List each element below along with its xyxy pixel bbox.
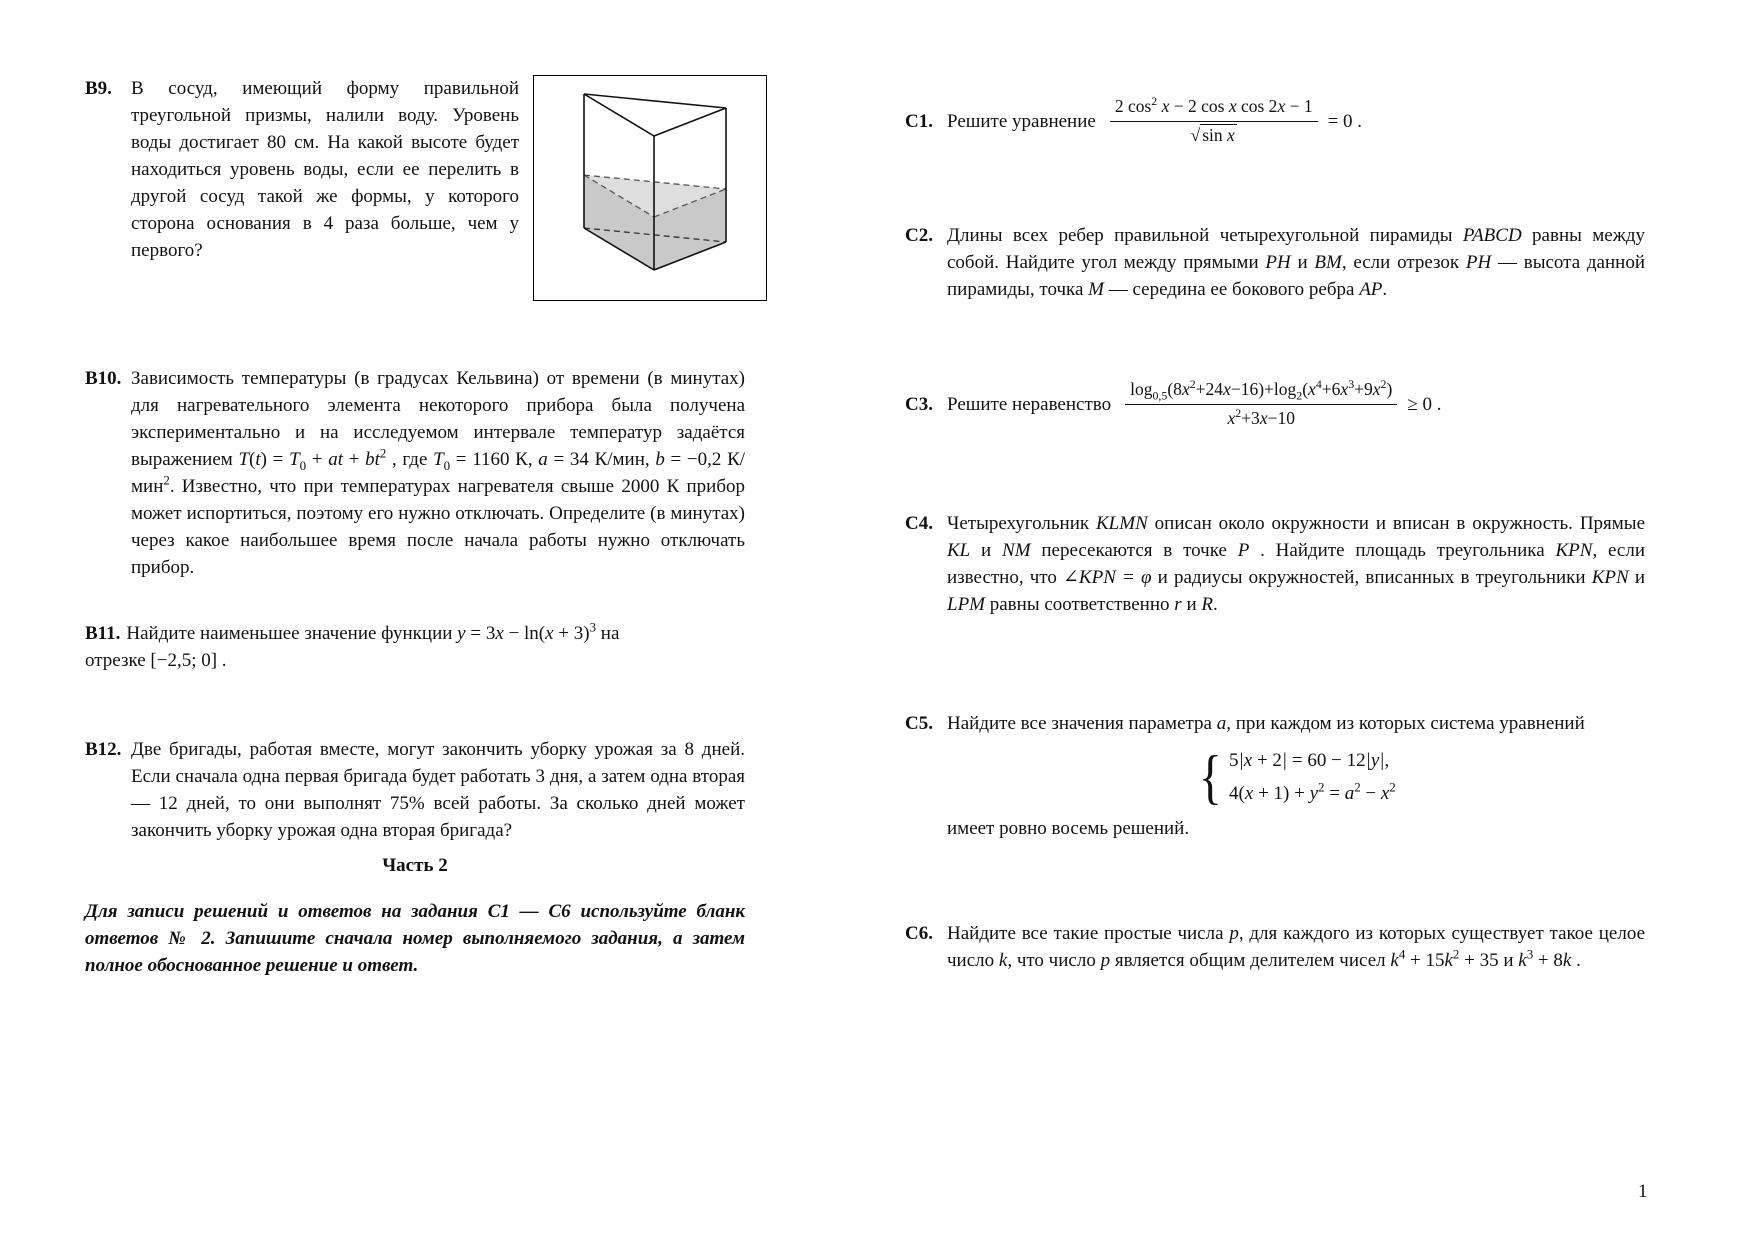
prism-figure <box>534 76 766 300</box>
problem-text: Найдите наименьшее значение функции $y = 3x - \ln(x + 3)^3$ на отрезке [−2,5; 0] . <box>85 619 620 671</box>
top-right-edge <box>654 108 726 136</box>
problem-c6 <box>905 920 1645 974</box>
problem-intro: Решите уравнение <box>947 110 1096 132</box>
problem-label: В10. <box>85 368 122 389</box>
system-equation-2: $4(x + 1) + y^2 = a^2 - x^2$ <box>1229 779 1396 804</box>
problem-label: В12. <box>85 739 122 760</box>
problem-label: С2. <box>905 225 933 246</box>
problem-label: В11. <box>85 623 121 644</box>
problem-c5 <box>905 710 1645 842</box>
sqrt-content: sin x <box>1202 124 1235 145</box>
problem-text: Зависимость температуры (в градусах Кельвина) от времени (в минутах) для нагревательного элемента некоторого прибора была получена экспериментально и на исследуемом интервале температур задаётся выражением $T(t) = T_0$ + at + $bt^2$ , где $T_0 = 1160$ К, a = 34 К/мин, b = −0,2 К/мин$^2$. Известно, что при температурах нагревателя свыше 2000 К прибор может испортиться, поэтому его нужно отключать. Определите (в минутах) через какое наибольшее время после начала работы нужно отключать прибор. <box>131 368 746 578</box>
problem-text: Две бригады, работая вместе, могут закончить уборку урожая за 8 дней. Если сначала одна первая бригада будет работать 3 дня, а затем одна вторая — 12 дней, то они выполнят 75% всей работы. За сколько дней может закончить уборку урожая одна вторая бригада? <box>131 739 745 841</box>
problem-intro: Решите неравенство <box>947 393 1112 415</box>
problem-label: С6. <box>905 923 933 944</box>
equation-system <box>1196 744 1396 810</box>
system-equation-1: 5|x + 2| = 60 − 12|y|, <box>1229 750 1390 771</box>
problem-b10 <box>85 365 745 581</box>
problem-label: С5. <box>905 713 933 734</box>
problem-text: Четырехугольник KLMN описан около окружности и вписан в окружность. Прямые KL и NM пересекаются в точке P . Найдите площадь треугольника KPN, если известно, что ∠KPN = φ и радиусы окружностей, вписанных в треугольники KPN и LPM равны соответственно r и R. <box>947 513 1646 615</box>
right-column <box>905 0 1645 1239</box>
fraction-denominator: $x^2+3x-10$ <box>1227 405 1295 428</box>
problem-c4 <box>905 510 1645 618</box>
fraction-numerator: $\log_{0,5}(8x^2+24x-16)+\log_2(x^4+6x^3+9x^2)$ <box>1125 378 1397 405</box>
problem-b9-body <box>85 75 519 264</box>
problem-label: В9. <box>85 78 112 99</box>
equation-tail: = 0 . <box>1327 110 1363 132</box>
curly-brace: { <box>1199 744 1223 810</box>
problem-b11 <box>85 620 745 674</box>
problem-intro: Найдите все значения параметра a, при каждом из которых система уравнений <box>947 713 1585 734</box>
part2-heading: Часть 2 <box>382 855 448 876</box>
problem-c5-body <box>947 710 1645 842</box>
fraction-numerator: 2 $\cos^2 x - 2$ cos x cos 2x − 1 <box>1110 95 1318 122</box>
equation-tail: ≥ 0 . <box>1407 393 1442 415</box>
prism-figure-frame <box>533 75 767 301</box>
left-column <box>85 0 767 1239</box>
problem-c2 <box>905 222 1645 303</box>
problem-label: С3. <box>905 393 933 415</box>
problem-tail: имеет ровно восемь решений. <box>947 818 1190 839</box>
fraction <box>1110 95 1318 147</box>
page-number: 1 <box>1638 1181 1648 1202</box>
fraction <box>1125 378 1397 430</box>
problem-c3 <box>905 378 1645 430</box>
sqrt-symbol: √ <box>1190 124 1201 145</box>
fraction-denominator <box>1110 122 1318 148</box>
problem-text: Длины всех ребер правильной четырехугольной пирамиды PABCD равны между собой. Найдите угол между прямыми PH и BM, если отрезок PH — высота данной пирамиды, точка M — середина ее бокового ребра AP. <box>947 225 1646 300</box>
problem-text: В сосуд, имеющий форму правильной треугольной призмы, налили воду. Уровень воды достигает 80 см. На какой высоте будет находиться уровень воды, если ее перелить в другой сосуд такой же формы, у которого сторона основания в 4 раза больше, чем у первого? <box>131 78 519 261</box>
problem-c1 <box>905 95 1645 147</box>
problem-b9 <box>85 75 767 301</box>
problem-label: С1. <box>905 110 933 132</box>
instructions-text: Для записи решений и ответов на задания С1 — С6 используйте бланк ответов № 2. Запишите сначала номер выполняемого задания, а затем полное обоснованное решение и ответ. <box>85 901 745 976</box>
system-lines <box>1229 747 1396 807</box>
problem-label: С4. <box>905 513 933 534</box>
problem-text: Найдите все такие простые числа p, для каждого из которых существует такое целое число k, что число p является общим делителем чисел $k^4 + 15k^2 + 35$ и $k^3 + 8k$ . <box>947 923 1645 971</box>
problem-b12 <box>85 736 745 844</box>
